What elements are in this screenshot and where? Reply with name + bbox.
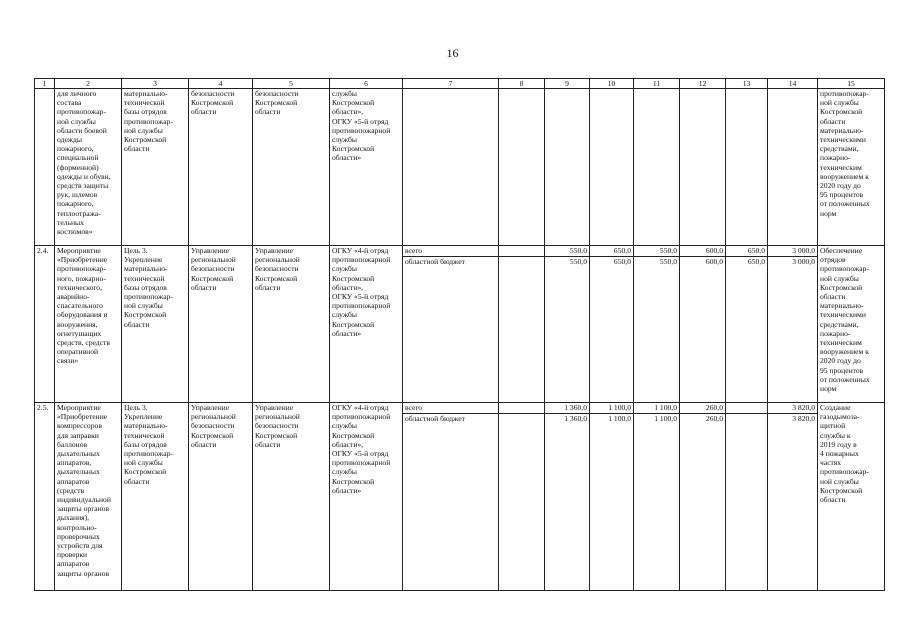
- value-cell: [768, 89, 818, 246]
- responsible-cell: Управление региональной безопасности Костромской области: [189, 246, 253, 403]
- col-header: 15: [818, 79, 885, 89]
- activity-cell: Мероприятие «Приобретение противопожар- ного, пожарно- технического, аварийно- спасательного оборудования и вооружения, огнетушащих средств, средств оперативной связи»: [55, 246, 122, 403]
- value-total: [501, 246, 542, 256]
- source-total: всего: [405, 403, 423, 412]
- value-total: 650,0: [613, 246, 631, 255]
- row-number: [35, 89, 55, 246]
- activity-cell: для личного состава противопожар- ной службы области боевой одежды пожарного, специальной (форменной) одежды и обуви, средств защиты рук, шлемов пожарного, теплоотража- тельных костюмов»: [55, 89, 122, 246]
- goal-cell: материально- технической базы отрядов противопожар- ной службы Костромской области: [122, 89, 189, 246]
- value-cell: [545, 246, 590, 403]
- result-cell: Обеспечение отрядов противопожар- ной службы Костромской области материально- техническими средствами, пожарно- техническим вооружением к 2020 году до 95 процентов от положенных норм: [818, 246, 885, 403]
- value-regional: 550,0: [634, 256, 679, 267]
- value-regional: 3 000,0: [768, 256, 817, 267]
- table-row: [35, 403, 885, 591]
- value-total: 1 100,0: [654, 403, 677, 412]
- value-cell: [634, 89, 680, 246]
- value-cell: [545, 89, 590, 246]
- value-cell: [680, 89, 726, 246]
- coexecutor-cell: безопасности Костромской области: [253, 89, 330, 246]
- value-total: 1 360,0: [564, 403, 587, 412]
- value-total: 600,0: [705, 246, 723, 255]
- table-row: [35, 89, 885, 246]
- source-cell: [403, 246, 499, 403]
- coexecutor-cell: Управление региональной безопасности Костромской области: [253, 403, 330, 591]
- col-header: 6: [330, 79, 403, 89]
- col-header: 10: [590, 79, 634, 89]
- value-cell: [634, 246, 680, 403]
- value-regional: 550,0: [545, 256, 589, 267]
- value-cell: [499, 403, 545, 591]
- value-total: 650,0: [747, 246, 765, 255]
- value-regional: 600,0: [680, 256, 725, 267]
- value-cell: [590, 403, 634, 591]
- value-regional: [499, 413, 544, 424]
- page-number: 16: [446, 46, 459, 60]
- coexecutor-cell: Управление региональной безопасности Костромской области: [253, 246, 330, 403]
- col-header: 4: [189, 79, 253, 89]
- value-cell: [768, 403, 818, 591]
- value-regional: 1 100,0: [590, 413, 633, 424]
- col-header: 13: [726, 79, 768, 89]
- activity-cell: Мероприятие «Приобретение компрессоров для заправки баллонов дыхательных аппаратов, дыхательных аппаратов (средств индивидуальной защиты органов дыхания), контрольно- проверочных устройств для проверки аппаратов защиты органов: [55, 403, 122, 591]
- value-cell: [726, 89, 768, 246]
- responsible-cell: Управление региональной безопасности Костромской области: [189, 403, 253, 591]
- participants-cell: ОГКУ «4-й отряд противопожарной службы Костромской области», ОГКУ «5-й отряд противопожарной службы Костромской области»: [330, 246, 403, 403]
- row-number: 2.4.: [35, 246, 55, 403]
- source-cell: [403, 89, 499, 246]
- value-total: 3 000,0: [792, 246, 815, 255]
- col-header: 2: [55, 79, 122, 89]
- value-total: [501, 403, 542, 413]
- participants-cell: службы Костромской области», ОГКУ «5-й отряд противопожарной службы Костромской области»: [330, 89, 403, 246]
- value-regional: [499, 256, 544, 267]
- value-total: 3 820,0: [792, 403, 815, 412]
- value-total: 550,0: [569, 246, 587, 255]
- value-regional: 260,0: [680, 413, 725, 424]
- value-cell: [726, 403, 768, 591]
- col-header: 1: [35, 79, 55, 89]
- value-regional: 650,0: [726, 256, 767, 267]
- responsible-cell: безопасности Костромской области: [189, 89, 253, 246]
- value-cell: [634, 403, 680, 591]
- value-cell: [499, 246, 545, 403]
- col-header: 5: [253, 79, 330, 89]
- source-cell: [403, 403, 499, 591]
- row-number: 2.5.: [35, 403, 55, 591]
- participants-cell: ОГКУ «4-й отряд противопожарной службы Костромской области», ОГКУ «5-й отряд противопожарной службы Костромской области»: [330, 403, 403, 591]
- value-total: 260,0: [705, 403, 723, 412]
- col-header: 14: [768, 79, 818, 89]
- result-cell: противопожар- ной службы Костромской области материально- техническими средствами, пожарно- техническим вооружением к 2020 году до 95 процентов от положенных норм: [818, 89, 885, 246]
- value-cell: [726, 246, 768, 403]
- goal-cell: Цель 3. Укрепление материально- технической базы отрядов противопожар- ной службы Костромской области: [122, 246, 189, 403]
- source-regional: областной бюджет: [403, 413, 498, 424]
- value-cell: [590, 89, 634, 246]
- col-header: 12: [680, 79, 726, 89]
- col-header: 8: [499, 79, 545, 89]
- value-cell: [680, 246, 726, 403]
- value-regional: 1 360,0: [545, 413, 589, 424]
- value-cell: [680, 403, 726, 591]
- col-header: 7: [403, 79, 499, 89]
- value-total: 550,0: [659, 246, 677, 255]
- program-activities-table: [34, 78, 885, 591]
- value-regional: 1 100,0: [634, 413, 679, 424]
- value-total: 1 100,0: [608, 403, 631, 412]
- goal-cell: Цель 3. Укрепление материально- технической базы отрядов противопожар- ной службы Костромской области: [122, 403, 189, 591]
- col-header: 11: [634, 79, 680, 89]
- col-header: 3: [122, 79, 189, 89]
- value-cell: [590, 246, 634, 403]
- value-regional: 650,0: [590, 256, 633, 267]
- source-regional: областной бюджет: [403, 256, 498, 267]
- value-cell: [545, 403, 590, 591]
- col-header: 9: [545, 79, 590, 89]
- value-regional: [726, 413, 767, 424]
- value-cell: [768, 246, 818, 403]
- source-total: всего: [405, 246, 423, 255]
- table-row: [35, 246, 885, 403]
- column-number-row: [35, 79, 885, 89]
- value-total: [728, 403, 765, 413]
- result-cell: Создание газодымоза- щитной службы к 2019 году в 4 пожарных частях противопожар- ной службы Костромской области: [818, 403, 885, 591]
- value-cell: [499, 89, 545, 246]
- value-regional: 3 820,0: [768, 413, 817, 424]
